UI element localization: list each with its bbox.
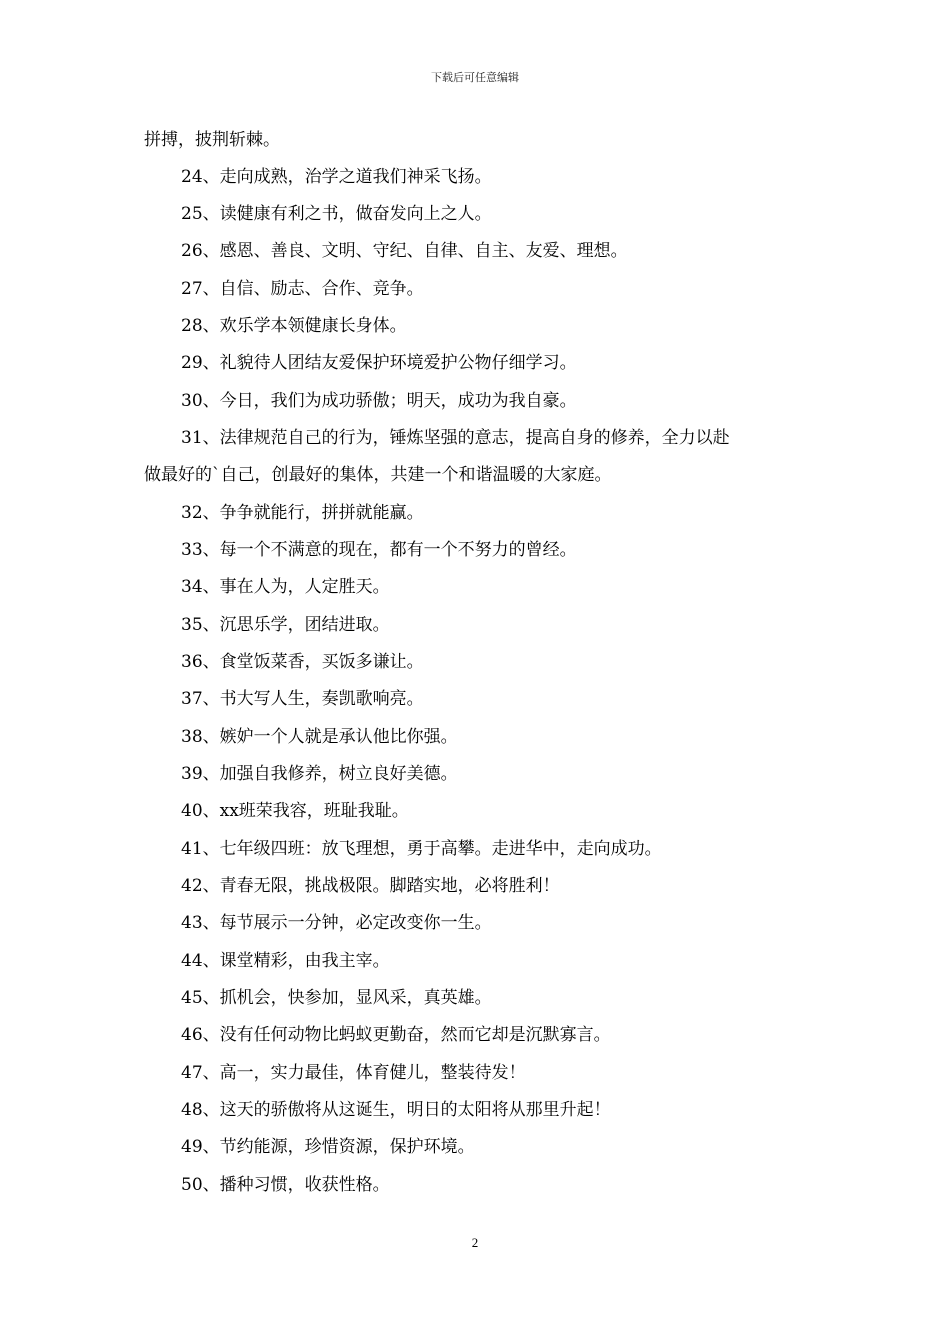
list-item-38: 38、嫉妒一个人就是承认他比你强。 [181, 727, 458, 747]
list-item-30: 30、今日，我们为成功骄傲；明天，成功为我自豪。 [181, 391, 577, 411]
list-item-41: 41、七年级四班：放飞理想，勇于高攀。走进华中，走向成功。 [181, 839, 662, 859]
list-item-34: 34、事在人为，人定胜天。 [181, 577, 390, 597]
list-item-44: 44、课堂精彩，由我主宰。 [181, 951, 390, 971]
list-item-25: 25、读健康有利之书，做奋发向上之人。 [181, 204, 492, 224]
list-item-36: 36、食堂饭菜香，买饭多谦让。 [181, 652, 424, 672]
list-item-43: 43、每节展示一分钟，必定改变你一生。 [181, 913, 492, 933]
list-item-28: 28、欢乐学本领健康长身体。 [181, 316, 407, 336]
list-item-46: 46、没有任何动物比蚂蚁更勤奋，然而它却是沉默寡言。 [181, 1025, 611, 1045]
list-item-31-continuation: 做最好的`自己，创最好的集体，共建一个和谐温暖的大家庭。 [144, 465, 612, 485]
list-item-26: 26、感恩、善良、文明、守纪、自律、自主、友爱、理想。 [181, 241, 628, 261]
list-item-27: 27、自信、励志、合作、竞争。 [181, 279, 424, 299]
list-item-33: 33、每一个不满意的现在，都有一个不努力的曾经。 [181, 540, 577, 560]
line-continuation: 拼搏，披荆斩棘。 [144, 130, 280, 150]
list-item-24: 24、走向成熟，治学之道我们神采飞扬。 [181, 167, 492, 187]
list-item-37: 37、书大写人生，奏凯歌响亮。 [181, 689, 424, 709]
list-item-29: 29、礼貌待人团结友爱保护环境爱护公物仔细学习。 [181, 353, 577, 373]
list-item-42: 42、青春无限，挑战极限。脚踏实地，必将胜利！ [181, 876, 560, 896]
list-item-50: 50、播种习惯，收获性格。 [181, 1175, 390, 1195]
page-header: 下载后可任意编辑 [431, 71, 519, 84]
list-item-47: 47、高一，实力最佳，体育健儿，整装待发！ [181, 1063, 526, 1083]
page-number: 2 [471, 1235, 479, 1250]
list-item-45: 45、抓机会，快参加，显风采，真英雄。 [181, 988, 492, 1008]
list-item-39: 39、加强自我修养，树立良好美德。 [181, 764, 458, 784]
list-item-49: 49、节约能源，珍惜资源，保护环境。 [181, 1137, 475, 1157]
list-item-31: 31、法律规范自己的行为，锤炼坚强的意志，提高自身的修养，全力以赴 [181, 428, 730, 448]
list-item-40: 40、xx班荣我容，班耻我耻。 [181, 801, 409, 821]
list-item-32: 32、争争就能行，拼拼就能赢。 [181, 503, 424, 523]
list-item-35: 35、沉思乐学，团结进取。 [181, 615, 390, 635]
list-item-48: 48、这天的骄傲将从这诞生，明日的太阳将从那里升起！ [181, 1100, 611, 1120]
